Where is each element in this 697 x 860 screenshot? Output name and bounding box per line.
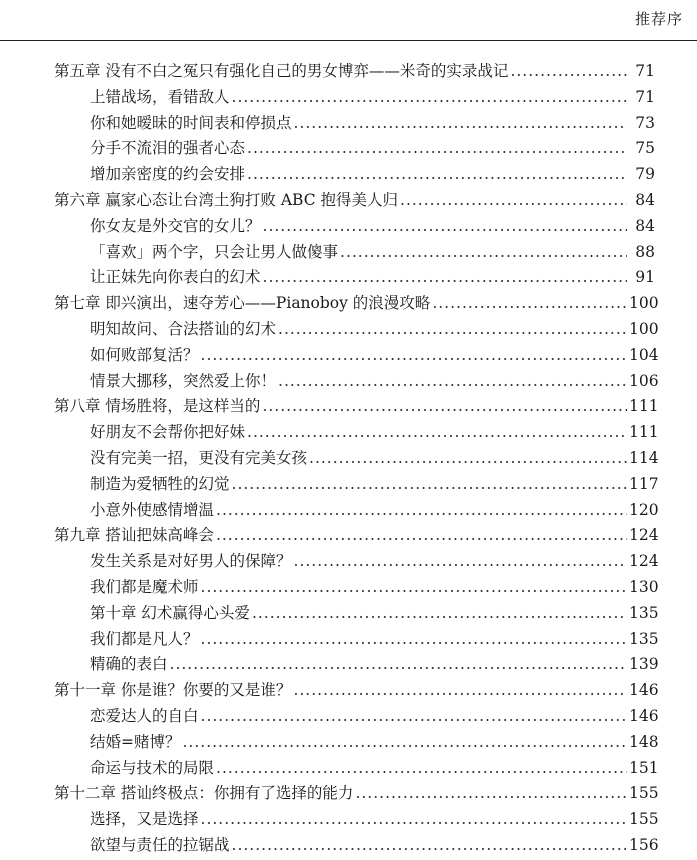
dot-leader [216, 755, 627, 781]
toc-entry-title: 上错战场，看错敌人 [90, 87, 230, 106]
toc-entry-page: 146 [629, 707, 659, 725]
toc-entry-title: 没有完美一招，更没有完美女孩 [90, 449, 308, 467]
toc-entry-page: 139 [629, 655, 659, 674]
toc-entry-page: 130 [629, 578, 659, 596]
toc-entry-page: 84 [635, 191, 655, 209]
toc-entry-title: 第七章 即兴演出，速夺芳心——Pianoboy 的浪漫攻略 [54, 294, 431, 313]
toc-entry-title: 第八章 情场胜将，是这样当的 [54, 397, 261, 416]
toc-entry-page: 100 [629, 294, 659, 313]
toc-entry-title: 分手不流泪的强者心态 [90, 139, 246, 158]
toc-entry-title: 「喜欢」两个字，只会让男人做傻事 [90, 242, 339, 261]
toc-entry-page: 117 [629, 474, 659, 493]
toc-entry-section [90, 600, 659, 626]
toc-entry-title: 我们都是凡人？ [90, 629, 199, 648]
toc-entry-page: 156 [629, 836, 659, 854]
toc-entry-page: 73 [635, 113, 655, 132]
toc-entry-title: 如何败部复活？ [90, 345, 199, 364]
toc-entry-page: 114 [629, 449, 659, 467]
toc-entry-chapter [54, 58, 655, 84]
toc-entry-page: 100 [629, 320, 659, 338]
toc-entry-title: 增加亲密度的约会安排 [90, 165, 246, 184]
toc-entry-section [90, 110, 655, 136]
toc-entry-title: 欲望与责任的拉锯战 [90, 836, 230, 854]
dot-leader [247, 135, 627, 161]
dot-leader [183, 729, 628, 755]
toc-entry-page: 135 [629, 603, 659, 622]
dot-leader [232, 471, 627, 497]
toc-entry-page: 124 [629, 526, 659, 545]
toc-entry-page: 91 [635, 268, 655, 287]
header-rule [0, 40, 697, 41]
dot-leader [201, 342, 627, 368]
dot-leader [262, 393, 627, 419]
dot-leader [355, 780, 627, 806]
dot-leader [432, 290, 627, 316]
toc-entry-section [90, 755, 659, 781]
toc-entry-section [90, 419, 659, 445]
dot-leader [263, 264, 627, 290]
dot-leader [201, 806, 627, 832]
toc-entry-chapter [54, 187, 655, 213]
toc-entry-section [90, 368, 659, 394]
toc-entry-title: 发生关系是对好男人的保障？ [90, 552, 292, 571]
toc-entry-page: 124 [629, 552, 659, 571]
dot-leader [232, 84, 627, 110]
toc-entry-section [90, 471, 659, 497]
toc-entry-page: 111 [629, 397, 659, 416]
toc-entry-page: 155 [629, 810, 659, 829]
dot-leader [340, 239, 627, 265]
toc-entry-chapter [54, 290, 659, 316]
dot-leader [293, 677, 627, 703]
toc-entry-section [90, 548, 659, 574]
toc-entry-title: 第十一章 你是谁？你要的又是谁？ [54, 681, 292, 700]
toc-entry-page: 106 [629, 371, 659, 390]
toc-entry-title: 第六章 赢家心态让台湾土狗打败 ABC 抱得美人归 [54, 191, 399, 209]
toc-entry-page: 71 [635, 87, 655, 106]
toc-entry-section [90, 806, 659, 832]
dot-leader [278, 368, 627, 394]
toc-entry-title: 结婚=赌博？ [90, 732, 181, 751]
toc-entry-section [90, 497, 659, 523]
dot-leader [278, 316, 627, 342]
toc-entry-page: 75 [635, 139, 655, 158]
dot-leader [263, 213, 627, 239]
toc-entry-section [90, 264, 655, 290]
toc-entry-page: 84 [635, 216, 655, 235]
toc-entry-title: 选择，又是选择 [90, 810, 199, 829]
toc-entry-section [90, 84, 655, 110]
toc-entry-section [90, 135, 655, 161]
dot-leader [510, 58, 627, 84]
toc-entry-section [90, 626, 659, 652]
toc-entry-page: 120 [629, 500, 659, 519]
dot-leader [232, 832, 627, 858]
toc-entry-section [90, 729, 659, 755]
toc-entry-page: 79 [635, 165, 655, 184]
toc-entry-page: 148 [629, 732, 659, 751]
dot-leader [247, 161, 627, 187]
toc-entry-title: 精确的表白 [90, 655, 168, 674]
toc-entry-title: 命运与技术的局限 [90, 758, 215, 777]
toc-entry-title: 情景大挪移，突然爱上你！ [90, 371, 277, 390]
toc-entry-page: 88 [635, 242, 655, 261]
toc-entry-page: 104 [629, 345, 659, 364]
toc-entry-section [90, 342, 659, 368]
toc-entry-title: 第十章 幻术赢得心头爱 [90, 603, 250, 622]
toc-entry-page: 111 [629, 423, 659, 442]
dot-leader [252, 600, 627, 626]
toc-entry-chapter [54, 677, 659, 703]
toc-entry-chapter [54, 780, 659, 806]
toc-entry-page: 151 [629, 758, 659, 777]
toc-entry-section [90, 213, 655, 239]
toc-entry-title: 第五章 没有不白之冤只有强化自己的男女博弈——米奇的实录战记 [54, 62, 509, 80]
toc-entry-page: 155 [629, 784, 659, 803]
dot-leader [201, 703, 627, 729]
toc-entry-page: 146 [629, 681, 659, 700]
toc-entry-section [90, 832, 659, 858]
toc-entry-section [90, 574, 659, 600]
dot-leader [294, 110, 627, 136]
toc-entry-section [90, 161, 655, 187]
dot-leader [294, 548, 627, 574]
toc-entry-title: 你和她暧昧的时间表和停损点 [90, 113, 292, 132]
dot-leader [216, 497, 627, 523]
toc-entry-title: 我们都是魔术师 [90, 578, 199, 596]
toc-entry-page: 71 [635, 62, 655, 80]
toc-entry-section [90, 703, 659, 729]
toc-entry-section [90, 445, 659, 471]
toc-entry-title: 小意外使感情增温 [90, 500, 215, 519]
toc-entry-title: 制造为爱牺牲的幻觉 [90, 474, 230, 493]
toc-entry-title: 让正妹先向你表白的幻术 [90, 268, 261, 287]
dot-leader [201, 574, 627, 600]
running-header: 推荐序 [634, 10, 683, 28]
toc-entry-title: 好朋友不会帮你把好妹 [90, 423, 246, 442]
dot-leader [247, 419, 627, 445]
toc-entry-title: 恋爱达人的自白 [90, 707, 199, 725]
toc-entry-section [90, 239, 655, 265]
dot-leader [170, 651, 627, 677]
dot-leader [216, 522, 627, 548]
toc-entry-title: 你女友是外交官的女儿？ [90, 216, 261, 235]
toc-entry-page: 135 [629, 629, 659, 648]
toc-entry-chapter [54, 393, 659, 419]
toc-entry-section [90, 316, 659, 342]
dot-leader [309, 445, 627, 471]
dot-leader [201, 626, 627, 652]
dot-leader [400, 187, 627, 213]
toc-entry-section [90, 651, 659, 677]
toc-entry-chapter [54, 522, 659, 548]
toc-entry-title: 第九章 搭讪把妹高峰会 [54, 526, 214, 545]
toc-entry-title: 明知故问、合法搭讪的幻术 [90, 320, 277, 338]
toc-entry-title: 第十二章 搭讪终极点：你拥有了选择的能力 [54, 784, 354, 803]
